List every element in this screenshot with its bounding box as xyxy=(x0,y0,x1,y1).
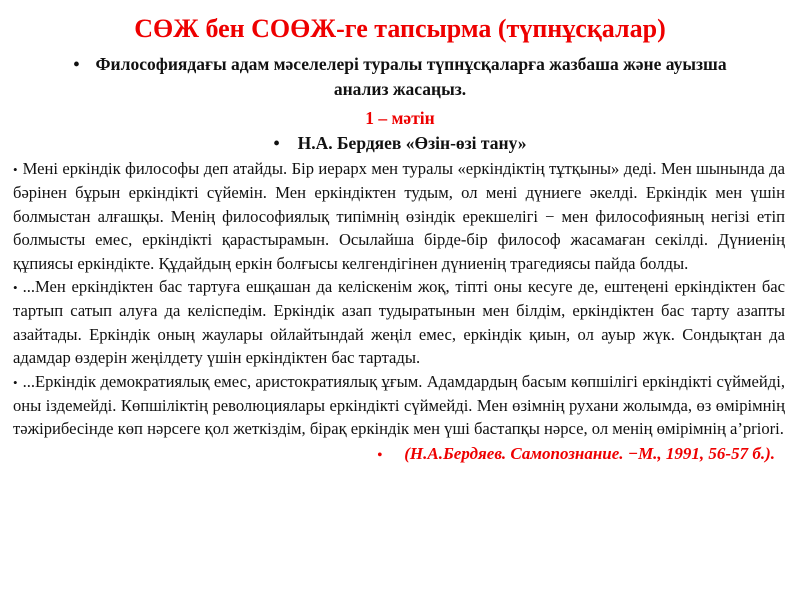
paragraph-3 xyxy=(13,370,785,441)
paragraph-2 xyxy=(13,275,785,370)
bullet-icon: • xyxy=(273,133,280,153)
paragraph-1-text: Мені еркіндік философы деп атайды. Бір иерарх мен туралы «еркіндіктің тұтқыны» деді. Мен шынында да бәрінен бұрын еркіндікті сүйемін. Мен еркіндіктен тудым, ол мені дүниеге әкелді. Еркіндік мен үшін болмыстан алғашқы. Менің философиялық типімнің өзіндік ерекшелігі − мен философияның негізі етіп болмысты емес, еркіндікті қарастырамын. Осылайша бірде-бір философ жасамаған секілді. Дүниенің құпиясы еркіндікте. Құдайдың еркін болғысы келгендігінен дүниенің трагедиясы пайда болды. xyxy=(13,159,785,273)
section-label: 1 – мәтін xyxy=(365,108,435,128)
citation-text: (Н.А.Бердяев. Самопознание. −М., 1991, 56-57 б.). xyxy=(404,443,775,463)
bullet-icon: • xyxy=(73,54,80,74)
assignment-text xyxy=(47,52,753,102)
paragraph-2-text: ...Мен еркіндіктен бас тартуға ешқашан да келіскенім жоқ, тіпті оны кесуге де, ештеңені еркіндіктен бас тартып сатып алуға да келіспедім. Еркіндік азап тудыратынын мен білдім, еркіндіктен бас тарту азапты азайтады. Еркіндік оның жаулары ойлайтындай жеңіл емес, еркіндік қиын, ол ауыр жүк. Сондықтан да адамдар өздерін жеңілдету үшін еркіндіктен бас тартады. xyxy=(13,277,785,368)
citation xyxy=(13,442,785,468)
body-text xyxy=(13,157,785,468)
paragraph-3-text: ...Еркіндік демократиялық емес, аристократиялық ұғым. Адамдардың басым көпшілігі еркіндікті сүймейді, оны іздемейді. Көпшіліктің революциялары еркіндікті сүймейді. Мен өзімнің рухани жолымда, өз өмірімнің тәжірибесінде көп нәрсеге қол жеткіздім, бірақ еркіндік мен үші бастапқы нәрсе, ол менің өмірімнің a’priori. xyxy=(13,371,785,439)
assignment-label: Философиядағы адам мәселелері туралы түпнұсқаларға жазбаша және ауызша анализ жасаңыз. xyxy=(95,54,727,99)
paragraph-1 xyxy=(13,157,785,275)
page-title: СӨЖ бен СОӨЖ-ге тапсырма (түпнұсқалар) xyxy=(134,14,666,43)
bullet-icon: • xyxy=(13,280,18,296)
source-heading xyxy=(0,131,800,155)
bullet-icon: • xyxy=(377,447,383,463)
bullet-icon: • xyxy=(13,162,18,177)
source-heading-label: Н.А. Бердяев «Өзін-өзі тану» xyxy=(297,133,527,153)
bullet-icon: • xyxy=(13,374,18,390)
